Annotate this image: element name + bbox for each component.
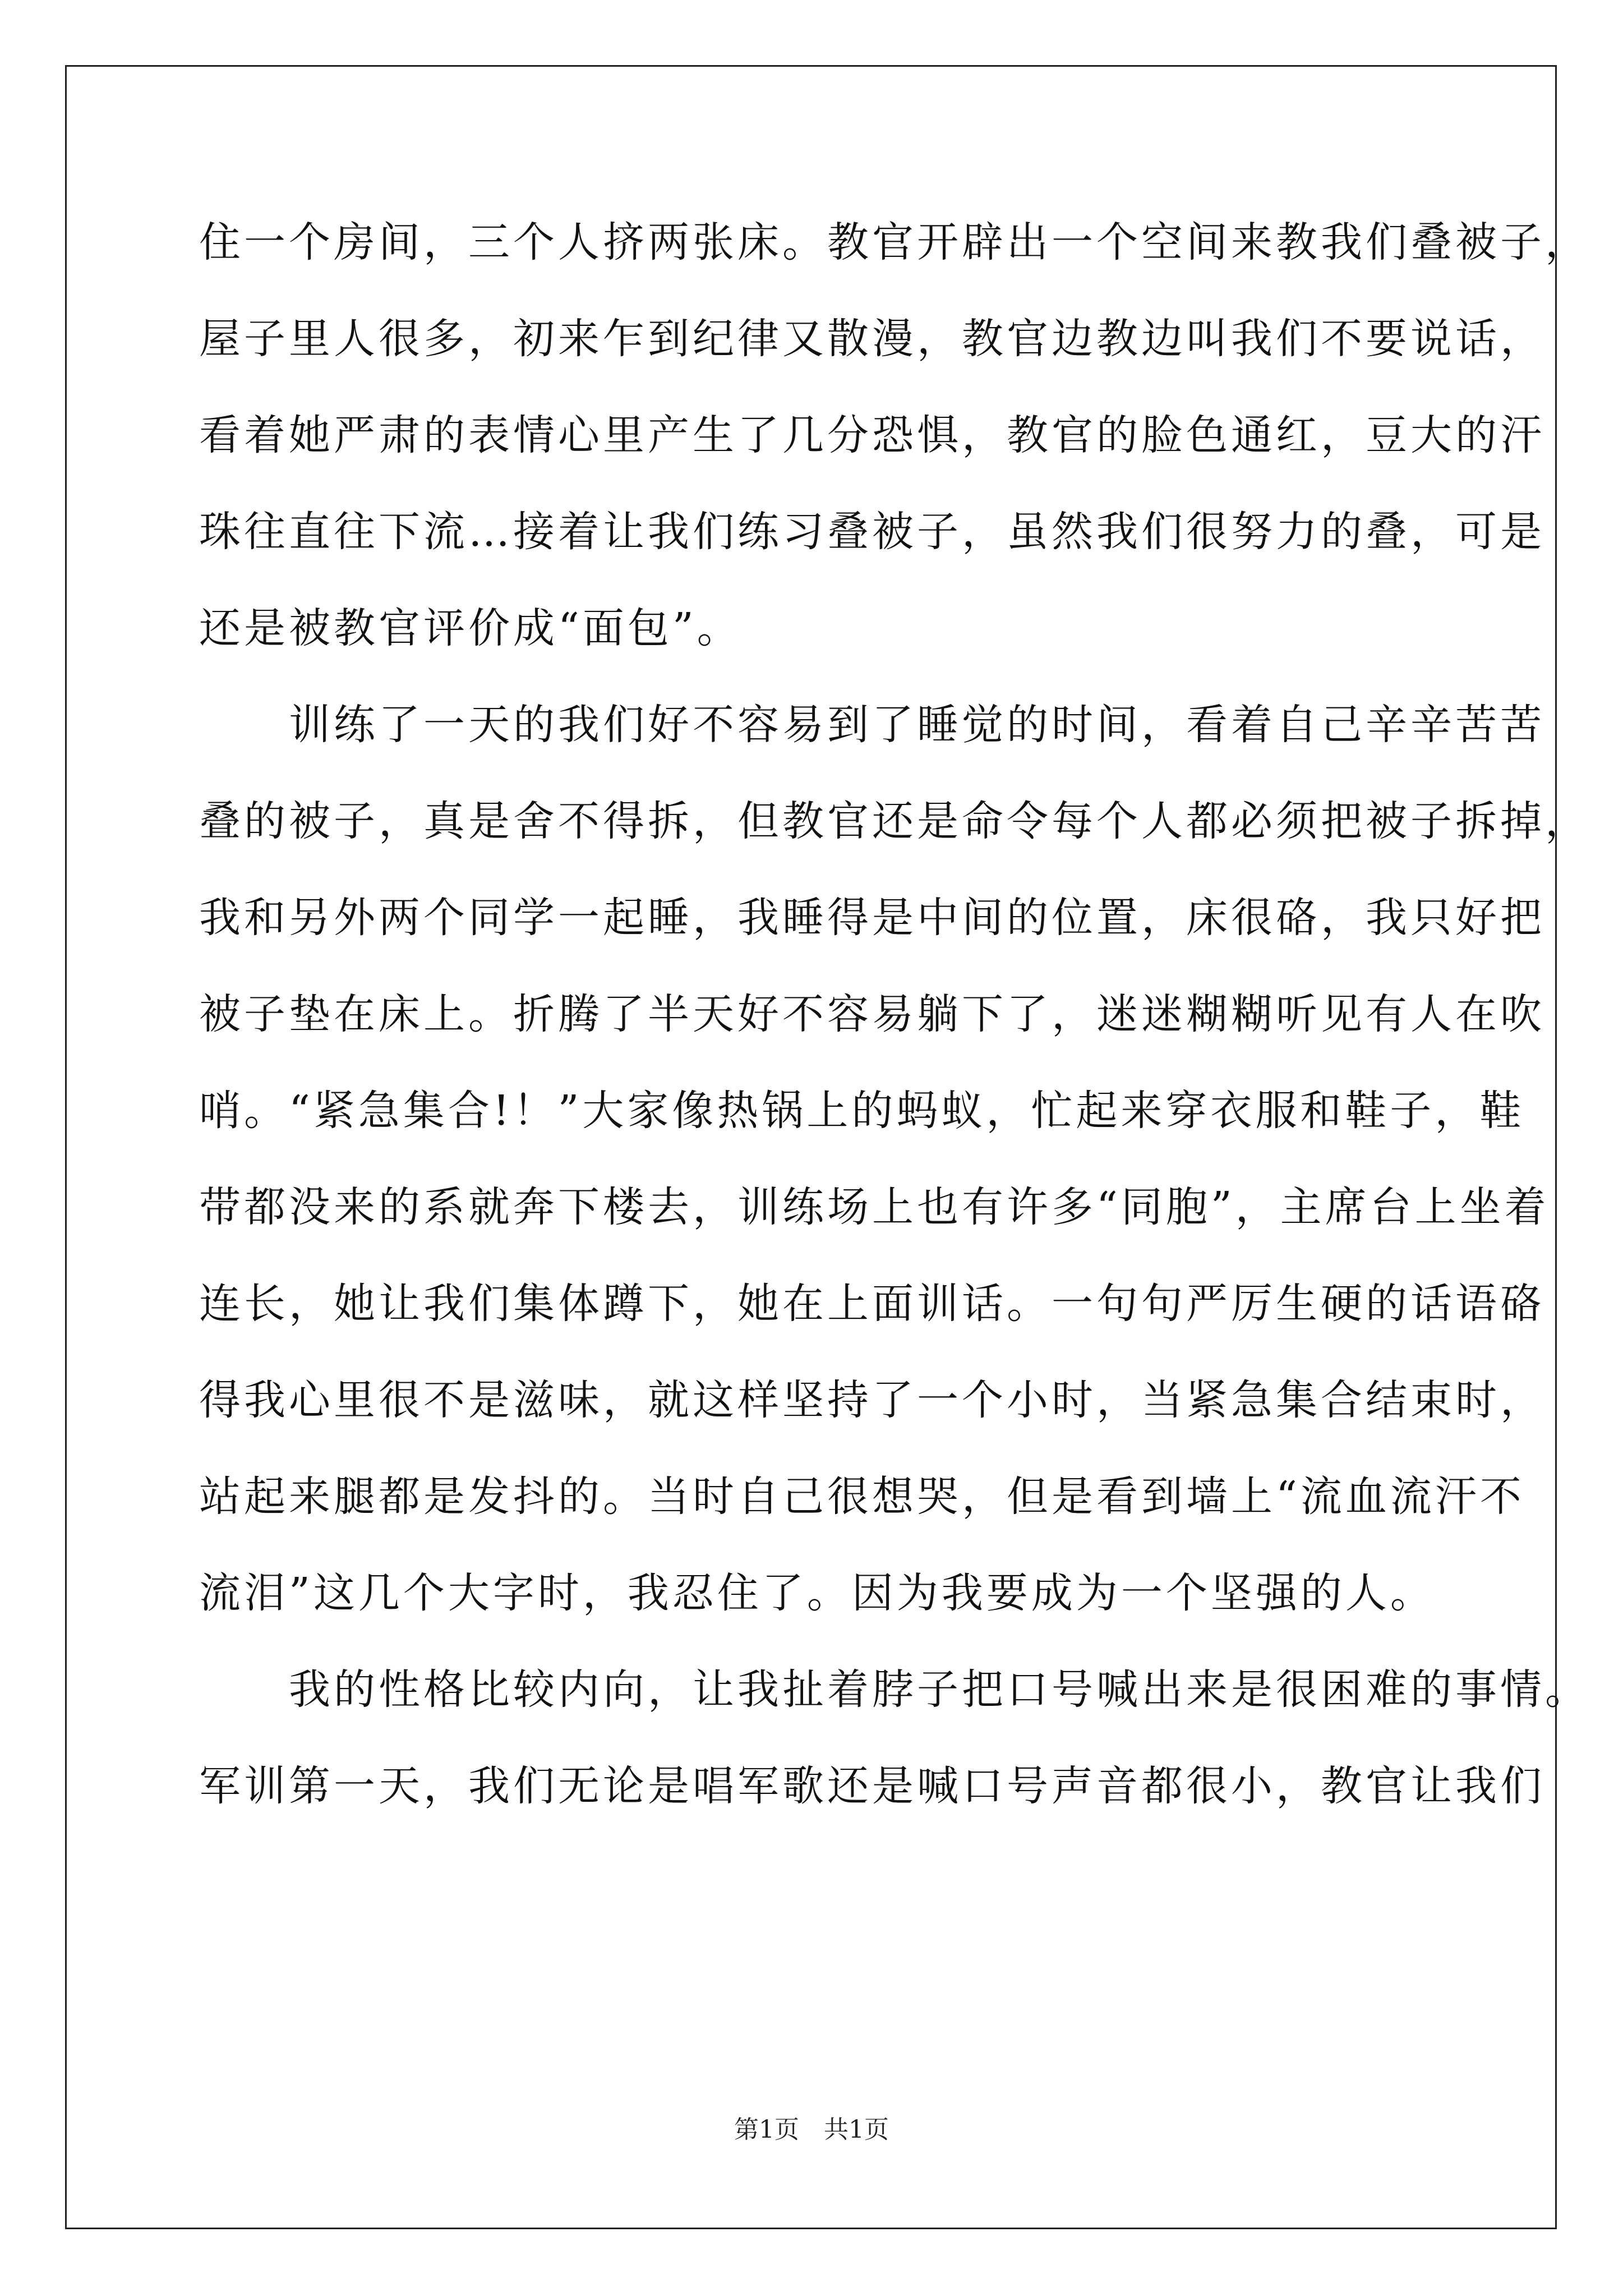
- text-line: 住一个房间，三个人挤两张床。教官开辟出一个空间来教我们叠被子，: [199, 218, 1590, 266]
- text-line: 还是被教官评价成“面包”。: [199, 604, 742, 652]
- text-line: 屋子里人很多，初来乍到纪律又散漫，教官边教边叫我们不要说话，: [199, 315, 1545, 363]
- page-footer: [0, 2109, 1623, 2145]
- text-line: 哨。“紧急集合!！”大家像热锅上的蚂蚁，忙起来穿衣服和鞋子，鞋: [199, 1087, 1525, 1135]
- text-line: 站起来腿都是发抖的。当时自己很想哭，但是看到墙上“流血流汗不: [199, 1473, 1525, 1521]
- text-line: 得我心里很不是滋味，就这样坚持了一个小时，当紧急集合结束时，: [199, 1376, 1545, 1424]
- text-line: 我的性格比较内向，让我扯着脖子把口号喊出来是很困难的事情。: [199, 1665, 1590, 1714]
- text-line: 流泪”这几个大字时，我忍住了。因为我要成为一个坚强的人。: [199, 1569, 1435, 1617]
- text-line: 军训第一天，我们无论是唱军歌还是喊口号声音都很小，教官让我们: [199, 1762, 1545, 1810]
- page-number: 第1页 共1页: [734, 2115, 889, 2144]
- document-body: [199, 218, 1590, 1862]
- text-line: 连长，她让我们集体蹲下，她在上面训话。一句句严厉生硬的话语硌: [199, 1280, 1545, 1328]
- text-line: 带都没来的系就奔下楼去，训练场上也有许多“同胞”，主席台上坐着: [199, 1183, 1550, 1231]
- text-line: 被子垫在床上。折腾了半天好不容易躺下了，迷迷糊糊听见有人在吹: [199, 990, 1545, 1038]
- text-line: 我和另外两个同学一起睡，我睡得是中间的位置，床很硌，我只好把: [199, 894, 1545, 942]
- text-line: 看着她严肃的表情心里产生了几分恐惧，教官的脸色通红，豆大的汗: [199, 411, 1545, 459]
- text-line: 叠的被子，真是舍不得拆，但教官还是命令每个人都必须把被子拆掉，: [199, 797, 1590, 845]
- text-line: 珠往直往下流…接着让我们练习叠被子，虽然我们很努力的叠，可是: [199, 508, 1545, 556]
- text-line: 训练了一天的我们好不容易到了睡觉的时间，看着自己辛辛苦苦: [199, 701, 1545, 749]
